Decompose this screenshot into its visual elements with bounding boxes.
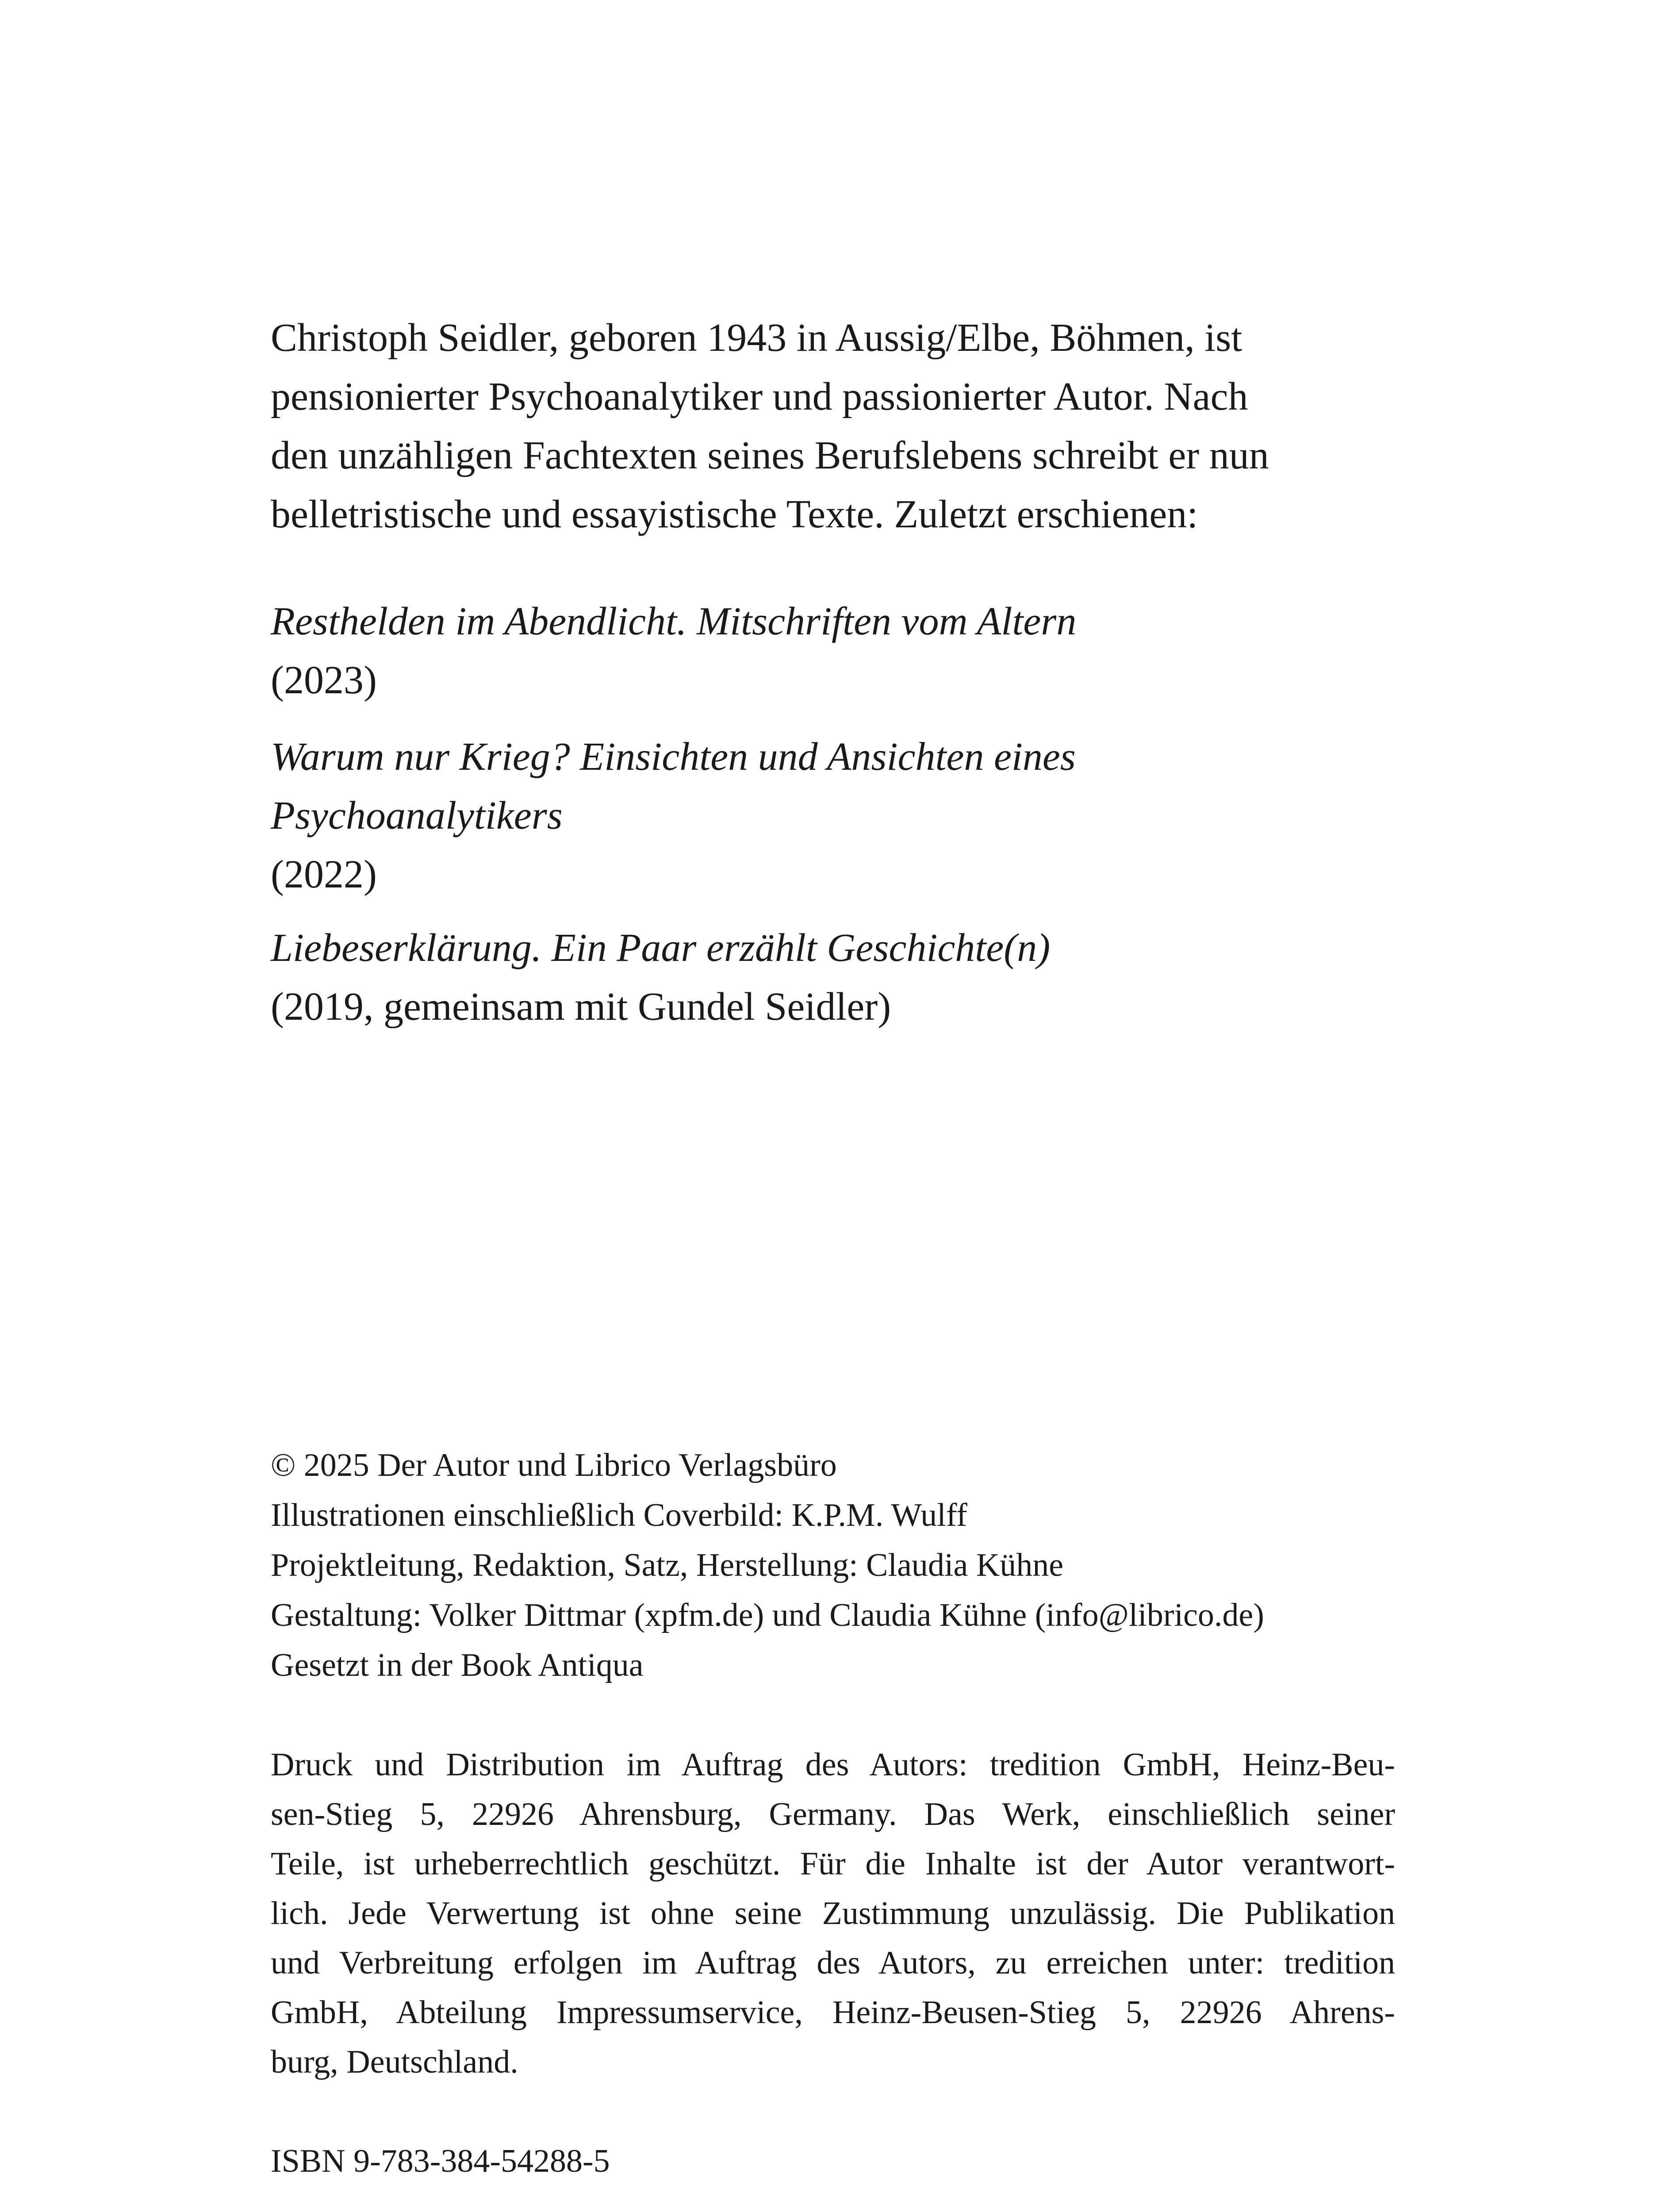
imprint-line: Illustrationen einschließlich Coverbild: K.P.M. Wulff	[271, 1497, 967, 1533]
book-year: (2022)	[271, 853, 377, 896]
bio-line: belletristische und essayistische Texte. Zuletzt erschienen:	[271, 492, 1198, 536]
imprint-line: Gestaltung: Volker Dittmar (xpfm.de) und Claudia Kühne (info@librico.de)	[271, 1597, 1264, 1633]
book-entry	[271, 918, 1395, 1036]
legal-line: GmbH, Abteilung Impressumservice, Heinz-Beusen-Stieg 5, 22926 Ahrens-	[271, 1994, 1395, 2031]
legal-line: lich. Jede Verwertung ist ohne seine Zustimmung unzulässig. Die Publikation	[271, 1895, 1395, 1932]
book-year: (2023)	[271, 658, 377, 702]
legal-line: sen-Stieg 5, 22926 Ahrensburg, Germany. Das Werk, einschließlich seiner	[271, 1796, 1395, 1832]
legal-notice	[271, 1740, 1395, 2087]
author-bio	[271, 308, 1395, 544]
imprint	[271, 1440, 1395, 1690]
legal-line: und Verbreitung erfolgen im Auftrag des Autors, zu erreichen unter: tredition	[271, 1945, 1395, 1981]
bio-line: pensionierter Psychoanalytiker und passionierter Autor. Nach	[271, 375, 1248, 419]
legal-line: Druck und Distribution im Auftrag des Autors: tredition GmbH, Heinz-Beu-	[271, 1747, 1395, 1783]
imprint-line: Gesetzt in der Book Antiqua	[271, 1647, 644, 1683]
book-note: (2019, gemeinsam mit Gundel Seidler)	[271, 985, 891, 1029]
book-title: Resthelden im Abendlicht. Mitschriften vom Altern	[271, 599, 1077, 643]
isbn-text: ISBN 9-783-384-54288-5	[271, 2143, 610, 2179]
book-entry	[271, 727, 1395, 904]
copyright-line: © 2025 Der Autor und Librico Verlagsbüro	[271, 1447, 837, 1483]
isbn	[271, 2136, 1395, 2186]
book-title: Warum nur Krieg? Einsichten und Ansichten eines	[271, 735, 1076, 779]
imprint-line: Projektleitung, Redaktion, Satz, Herstellung: Claudia Kühne	[271, 1547, 1064, 1583]
book-entry	[271, 592, 1395, 710]
book-title: Psychoanalytikers	[271, 794, 563, 837]
book-title: Liebeserklärung. Ein Paar erzählt Geschichte(n)	[271, 926, 1051, 970]
legal-line: burg, Deutschland.	[271, 2044, 518, 2080]
bio-line: Christoph Seidler, geboren 1943 in Aussig/Elbe, Böhmen, ist	[271, 316, 1242, 360]
bio-line: den unzähligen Fachtexten seines Berufslebens schreibt er nun	[271, 434, 1269, 477]
legal-line: Teile, ist urheberrechtlich geschützt. Für die Inhalte ist der Autor verantwort-	[271, 1846, 1395, 1882]
